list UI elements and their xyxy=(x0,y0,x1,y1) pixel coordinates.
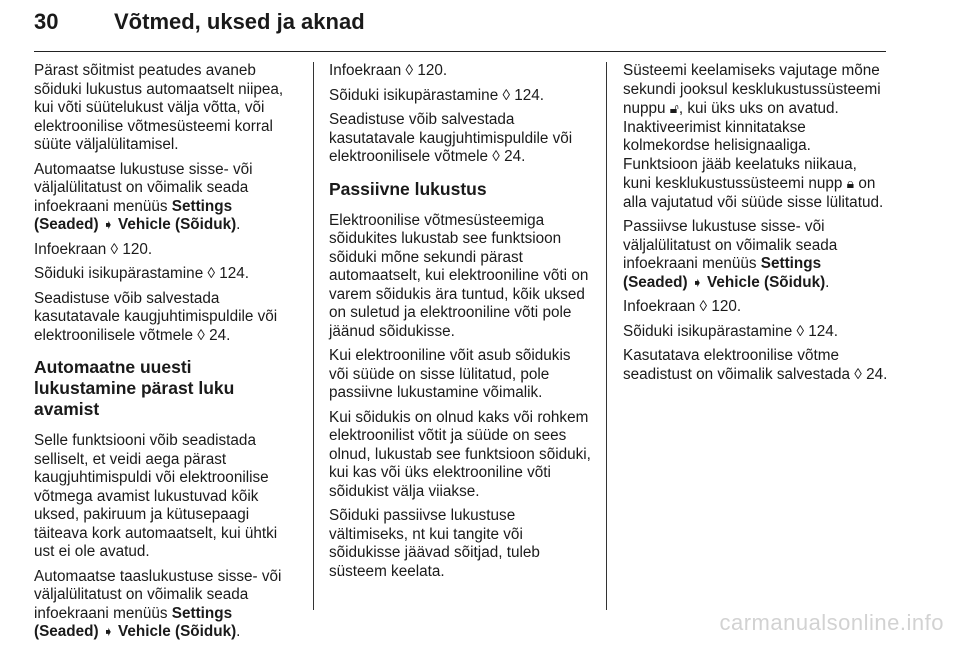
cross-reference: Sõiduki isikupärastamine ◊ 124. xyxy=(34,265,250,282)
paragraph: Sõiduki passiivse lukustuse vältimiseks, nt kui tangite või sõidukisse jäävad sõitjad, tuleb süsteem keelata. xyxy=(329,507,540,580)
menu-path-settings: Settings (Seaded) xyxy=(34,197,233,233)
reference-arrow-icon: ◊ xyxy=(796,322,805,340)
cross-reference: Infoekraan ◊ 120. xyxy=(34,240,153,258)
column-1 xyxy=(34,62,296,648)
menu-path-vehicle: Vehicle (Sõiduk) xyxy=(707,273,826,291)
paragraph: Automaatse taaslukustuse sisse- või väljalülitatust on võimalik seada infoekraani menüüs Settings (Seaded) ➧ Vehicle (Sõiduk). xyxy=(34,567,282,640)
cross-reference: Infoekraan ◊ 120. xyxy=(623,298,742,315)
arrow-icon: ➧ xyxy=(102,624,114,639)
paragraph: Seadistuse võib salvestada kasutatavale kaugjuhtimispuldile või elektroonilisele võtmele ◊ 24. xyxy=(34,289,278,344)
menu-path-vehicle: Vehicle (Sõiduk) xyxy=(118,623,237,640)
paragraph: Kui elektrooniline võit asub sõidukis või süüde on sisse lülitatud, pole passiivne lukustamine võimalik. xyxy=(329,347,571,401)
reference-arrow-icon: ◊ xyxy=(699,298,708,315)
reference-arrow-icon: ◊ xyxy=(405,62,414,79)
page-number: 30 xyxy=(34,9,59,34)
reference-arrow-icon: ◊ xyxy=(502,86,511,104)
cross-reference: Sõiduki isikupärastamine ◊ 124. xyxy=(623,322,839,340)
menu-path-settings: Settings (Seaded) xyxy=(34,604,233,640)
lock-icon: 🔒︎ xyxy=(846,175,855,191)
reference-arrow-icon: ◊ xyxy=(492,148,500,165)
arrow-icon: ➧ xyxy=(102,217,114,232)
reference-arrow-icon: ◊ xyxy=(854,365,862,383)
arrow-icon: ➧ xyxy=(691,274,703,290)
section-title: Võtmed, uksed ja aknad xyxy=(114,9,365,34)
cross-reference: Infoekraan ◊ 120. xyxy=(329,62,448,79)
cross-reference: Sõiduki isikupärastamine ◊ 124. xyxy=(329,86,545,104)
paragraph: Selle funktsiooni võib seadistada selliselt, et veidi aega pärast kaugjuhtimispuldi või elektroonilise võtmega avamist lukustuvad kõik uksed, pakiruum ja kütusepaagi täiteava kork automaatselt, kui ühtki ust ei ole avatud. xyxy=(34,432,278,560)
reference-arrow-icon: ◊ xyxy=(197,326,205,344)
paragraph: Pärast sõitmist peatudes avaneb sõiduki lukustus automaatselt niipea, kui võti süütelukust välja võtta, või elektroonilise võtmesüsteemi korral süüte väljalülitamisel. xyxy=(34,62,284,153)
paragraph: Automaatse lukustuse sisse- või väljalülitatust on võimalik seada infoekraani menüüs Settings (Seaded) ➧ Vehicle (Sõiduk). xyxy=(34,160,253,233)
column-divider xyxy=(313,62,314,610)
menu-path-vehicle: Vehicle (Sõiduk) xyxy=(118,216,237,233)
watermark: carmanualsonline.info xyxy=(719,610,944,635)
paragraph: Seadistuse võib salvestada kasutatavale kaugjuhtimispuldile või elektroonilisele võtmele ◊ 24. xyxy=(329,111,573,165)
paragraph: Kui sõidukis on olnud kaks või rohkem elektroonilist võtit ja süüde on sees olnud, lukustab see funktsioon sõiduki, kui kas või üks elektrooniline võti sõidukist välja viiakse. xyxy=(329,408,591,500)
subheading: Automaatne uuesti lukustamine pärast luku avamist xyxy=(34,357,235,419)
reference-arrow-icon: ◊ xyxy=(207,265,216,282)
menu-path-settings: Settings (Seaded) xyxy=(623,255,822,291)
paragraph: Süsteemi keelamiseks vajutage mõne sekundi jooksul kesklukustussüsteemi nuppu 🔓︎, kui üks uks on avatud. Inaktiveerimist kinnitatakse kolmekordse helisignaaliga. Funktsioon jääb keelatuks niikaua, kuni kesklukustussüsteemi nupp 🔒︎ on alla vajutatud või süüde sisse lülitatud. xyxy=(623,62,884,211)
paragraph: Elektroonilise võtmesüsteemiga sõidukites lukustab see funktsioon sõiduki mõne sekundi pärast automaatselt, kui elektrooniline võti on varem sõidukis ära tuntud, kõik uksed on suletud ja elektrooniline võti pole jäänud sõidukisse. xyxy=(329,211,589,340)
column-2 xyxy=(329,62,594,587)
paragraph: Passiivse lukustuse sisse- või väljalülitatust on võimalik seada infoekraani menüüs Settings (Seaded) ➧ Vehicle (Sõiduk). xyxy=(623,218,838,291)
subheading: Passiivne lukustus xyxy=(329,178,487,199)
page-header xyxy=(34,9,886,52)
reference-arrow-icon: ◊ xyxy=(110,240,119,258)
column-3 xyxy=(623,62,888,390)
lock-open-icon: 🔓︎ xyxy=(669,100,679,116)
paragraph: Kasutatava elektroonilise võtme seadistust on võimalik salvestada ◊ 24. xyxy=(623,347,888,383)
column-divider xyxy=(606,62,607,610)
